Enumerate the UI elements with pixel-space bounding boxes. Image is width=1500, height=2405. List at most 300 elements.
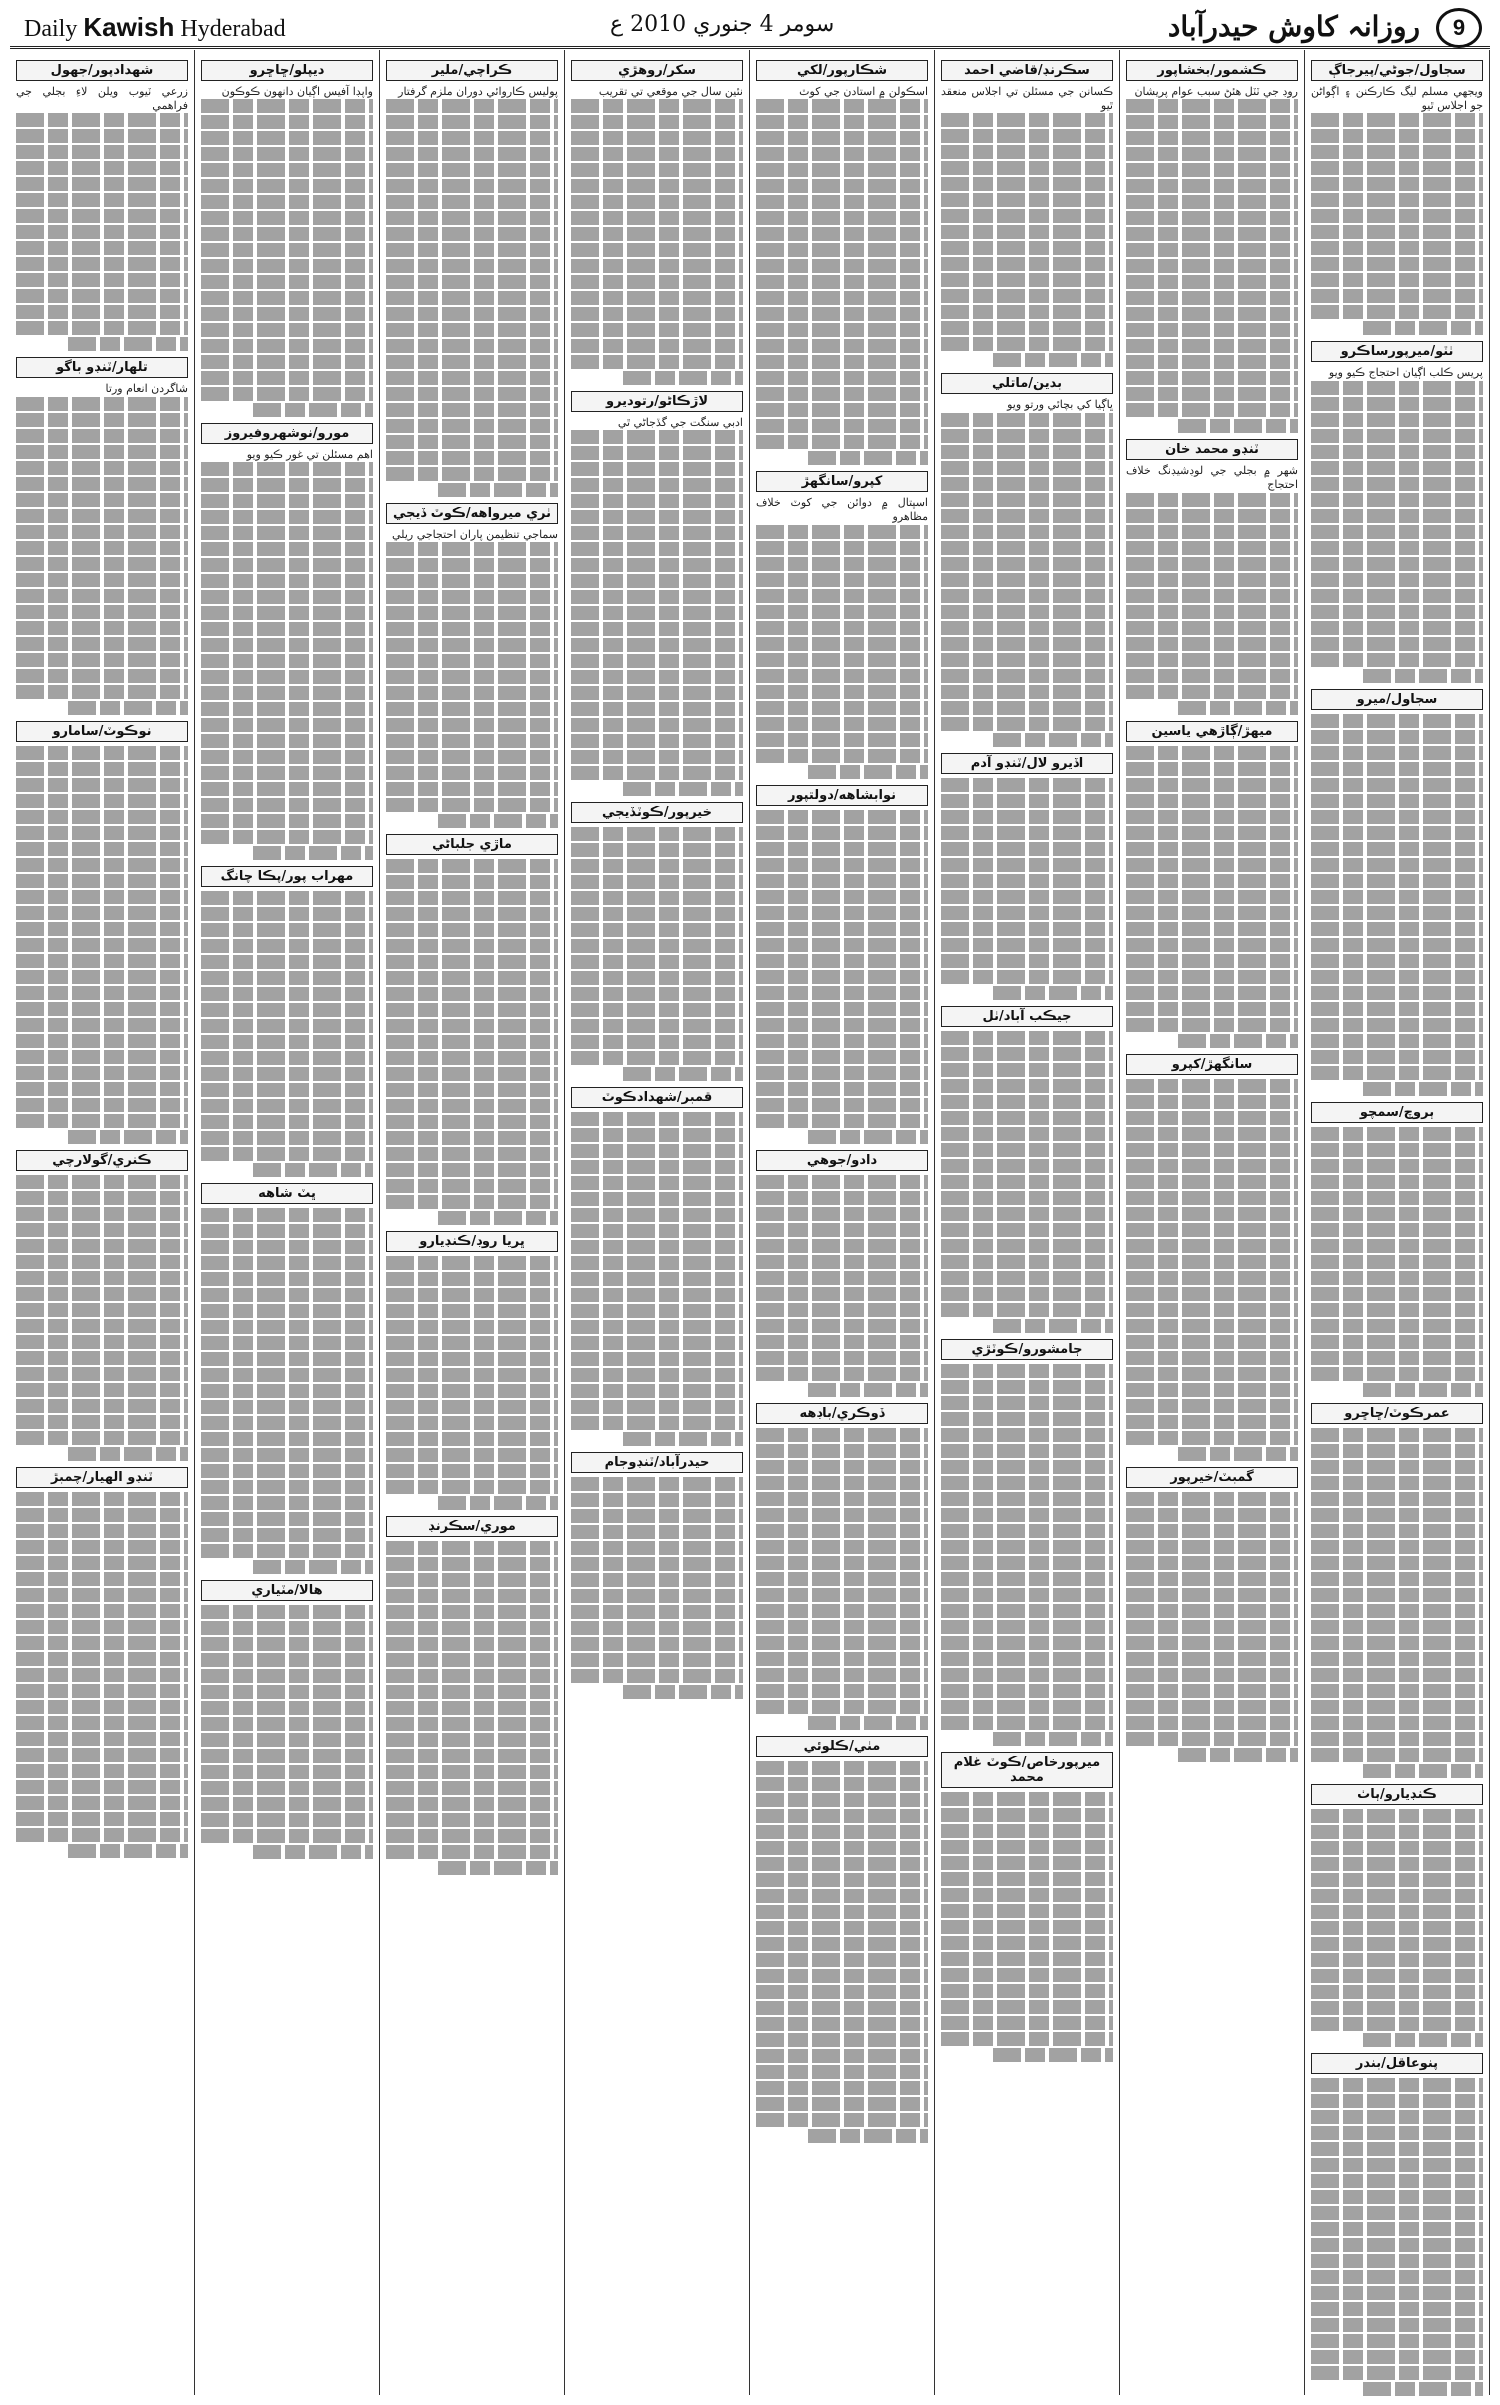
article-text-line: [1311, 477, 1483, 491]
article-text-line: [16, 1492, 188, 1506]
article-lead: نئين سال جي موقعي تي تقريب: [598, 85, 743, 98]
article-text-line: [201, 1224, 373, 1238]
article-text-line: [1311, 589, 1483, 603]
article-text-line: [756, 525, 928, 539]
article-headline: بدين/ماتلي: [941, 373, 1113, 394]
article-text-line: [756, 1002, 928, 1016]
article-text-line: [571, 115, 743, 129]
article-text-line: [1311, 129, 1483, 143]
article-text-line: [1311, 1428, 1483, 1442]
article-text-line: [386, 1701, 558, 1715]
article-text-line: [386, 99, 558, 113]
article-text-line: [201, 355, 373, 369]
article-text-line: [1311, 1034, 1483, 1048]
article-text-line: [201, 1256, 373, 1270]
article-text-line: [1126, 1351, 1298, 1365]
article-text-line: [756, 275, 928, 289]
article-text-line: [756, 1175, 928, 1189]
article-text-line: [1126, 1223, 1298, 1237]
article-text-line: [1311, 637, 1483, 651]
article-text-line: [756, 2065, 928, 2079]
article-text-line: [756, 1809, 928, 1823]
article-text-line: [1126, 1207, 1298, 1221]
article-text-line: [201, 510, 373, 524]
article-text-line: [941, 413, 1113, 427]
article-text-line: [201, 1115, 373, 1129]
article-text-line: [1311, 1668, 1483, 1682]
article-headline: گمبٽ/خيرپور: [1126, 1467, 1298, 1488]
article-text-line: [16, 1700, 188, 1714]
article-text-line: [993, 986, 1113, 1000]
article-text-line: [941, 1095, 1113, 1109]
newspaper-page: [10, 50, 1490, 2395]
article-text-line: [1311, 1716, 1483, 1730]
article-text-line: [16, 1524, 188, 1538]
article-text-line: [1126, 986, 1298, 1000]
article-text-line: [1126, 307, 1298, 321]
article-text-line: [756, 890, 928, 904]
article-text-line: [1311, 906, 1483, 920]
article-text-line: [386, 1448, 558, 1462]
article-text-line: [756, 810, 928, 824]
article-text-line: [1126, 1271, 1298, 1285]
article-text-line: [201, 670, 373, 684]
article-text-line: [1126, 954, 1298, 968]
article-text-line: [16, 429, 188, 443]
article-text-line: [756, 147, 928, 161]
article-text-line: [16, 778, 188, 792]
article-text-line: [16, 685, 188, 699]
article-text-line: [386, 1368, 558, 1382]
article-text-line: [16, 273, 188, 287]
article-text-line: [756, 1319, 928, 1333]
article-text-line: [1311, 1191, 1483, 1205]
article-text-line: [941, 1984, 1113, 1998]
article-lead: ڀاڳيا کي بچائي ورتو ويو: [1007, 398, 1113, 412]
article-text-line: [571, 827, 743, 841]
article-text-line: [756, 1223, 928, 1237]
article-text-line: [941, 161, 1113, 175]
article-text-line: [756, 1367, 928, 1381]
article-text-line: [571, 1019, 743, 1033]
article-text-line: [1126, 1002, 1298, 1016]
article-text-line: [1311, 1540, 1483, 1554]
article-text-line: [941, 1684, 1113, 1698]
article-text-line: [756, 1098, 928, 1112]
article-text-line: [16, 794, 188, 808]
article-text-line: [941, 1444, 1113, 1458]
article-text-line: [756, 986, 928, 1000]
article-text-line: [16, 289, 188, 303]
news-column: [750, 50, 935, 2395]
article-text-line: [941, 1143, 1113, 1157]
article-text-line: [201, 766, 373, 780]
article-text-line: [16, 573, 188, 587]
article-text-line: [571, 939, 743, 953]
article-text-line: [756, 1873, 928, 1887]
article-text-line: [1311, 1524, 1483, 1538]
article-text-line: [201, 163, 373, 177]
article-headline: شڪارپور/لکي: [756, 60, 928, 81]
article-text-line: [1311, 257, 1483, 271]
article-text-line: [16, 321, 188, 335]
article-text-line: [386, 971, 558, 985]
article-text-line: [941, 2016, 1113, 2030]
article-text-line: [201, 131, 373, 145]
article-text-line: [16, 1335, 188, 1349]
article-text-line: [571, 1384, 743, 1398]
article-text-line: [386, 1352, 558, 1366]
article-text-line: [1126, 810, 1298, 824]
article-text-line: [571, 718, 743, 732]
article-text-line: [1311, 1937, 1483, 1951]
article-text-line: [201, 478, 373, 492]
article-text-line: [386, 702, 558, 716]
article-headline: مهراب پور/پڪا چانگ: [201, 866, 373, 887]
article-text-line: [201, 718, 373, 732]
article-text-line: [941, 1716, 1113, 1730]
article-headline: ڪنڊيارو/ٻاٺ: [1311, 1784, 1483, 1805]
article-text-line: [571, 686, 743, 700]
article-text-line: [386, 1336, 558, 1350]
article-text-line: [201, 115, 373, 129]
article-text-line: [201, 1416, 373, 1430]
article-text-line: [571, 734, 743, 748]
masthead-city: Hyderabad: [180, 16, 286, 42]
article-text-line: [756, 701, 928, 715]
article-text-line: [571, 339, 743, 353]
article-text-line: [756, 1761, 928, 1775]
article-text-line: [201, 1605, 373, 1619]
news-column: [935, 50, 1120, 2395]
article-lead: ويجهي مسلم ليگ ڪارڪنن ۽ اڳواڻن جو اجلاس ٿيو: [1311, 85, 1483, 113]
article-text-line: [1126, 1335, 1298, 1349]
article-text-line: [941, 1588, 1113, 1602]
article-text-line: [756, 1476, 928, 1490]
article-text-line: [756, 1303, 928, 1317]
article-text-line: [16, 669, 188, 683]
article-text-line: [201, 291, 373, 305]
article-text-line: [756, 541, 928, 555]
article-text-line: [571, 875, 743, 889]
article-text-line: [16, 1034, 188, 1048]
article-text-line: [941, 1476, 1113, 1490]
article-text-line: [201, 1131, 373, 1145]
article-text-line: [1126, 1255, 1298, 1269]
article-text-line: [941, 906, 1113, 920]
article-text-line: [16, 874, 188, 888]
article-text-line: [16, 842, 188, 856]
article-text-line: [571, 259, 743, 273]
article-text-line: [1126, 227, 1298, 241]
article-text-line: [438, 483, 558, 497]
article-text-line: [571, 766, 743, 780]
article-text-line: [808, 1716, 928, 1730]
article-text-line: [386, 1621, 558, 1635]
article-text-line: [756, 1857, 928, 1871]
article-text-line: [941, 1920, 1113, 1934]
article-text-line: [941, 778, 1113, 792]
article-text-line: [1126, 1239, 1298, 1253]
article-text-line: [756, 1905, 928, 1919]
article-text-line: [1178, 701, 1298, 715]
article-text-line: [571, 1176, 743, 1190]
article-text-line: [1363, 1082, 1483, 1096]
article-text-line: [201, 387, 373, 401]
article-text-line: [16, 477, 188, 491]
article-text-line: [1126, 826, 1298, 840]
article-text-line: [756, 621, 928, 635]
article-text-line: [253, 1845, 373, 1859]
article-text-line: [756, 1969, 928, 1983]
article-text-line: [1311, 1335, 1483, 1349]
article-text-line: [1311, 1732, 1483, 1746]
article-text-line: [941, 429, 1113, 443]
news-column: [10, 50, 195, 2395]
article-text-line: [386, 574, 558, 588]
article-text-line: [16, 1239, 188, 1253]
article-text-line: [941, 874, 1113, 888]
article-text-line: [941, 113, 1113, 127]
article-text-line: [16, 1191, 188, 1205]
article-text-line: [1126, 1716, 1298, 1730]
article-text-line: [571, 1541, 743, 1555]
article-text-line: [756, 874, 928, 888]
article-text-line: [1126, 509, 1298, 523]
article-text-line: [756, 1239, 928, 1253]
article-text-line: [756, 605, 928, 619]
article-text-line: [756, 1351, 928, 1365]
article-text-line: [1311, 874, 1483, 888]
article-text-line: [16, 1732, 188, 1746]
article-text-line: [941, 1079, 1113, 1093]
article-headline: ڪراچي/ملير: [386, 60, 558, 81]
article-text-line: [941, 970, 1113, 984]
article-text-line: [993, 733, 1113, 747]
masthead-english-title: [24, 12, 286, 43]
article-text-line: [1311, 746, 1483, 760]
article-text-line: [993, 1319, 1113, 1333]
article-text-line: [571, 494, 743, 508]
article-text-line: [16, 1572, 188, 1586]
article-text-line: [1126, 1079, 1298, 1093]
article-headline: ٺري ميرواهه/ڪوٽ ڏيجي: [386, 503, 558, 524]
article-text-line: [386, 1304, 558, 1318]
article-text-line: [1126, 355, 1298, 369]
article-text-line: [1311, 1748, 1483, 1762]
article-text-line: [16, 1399, 188, 1413]
article-text-line: [756, 1034, 928, 1048]
article-text-line: [1311, 2254, 1483, 2268]
article-text-line: [1126, 195, 1298, 209]
article-text-line: [941, 2000, 1113, 2014]
article-text-line: [571, 574, 743, 588]
article-text-line: [68, 701, 188, 715]
article-text-line: [1311, 1700, 1483, 1714]
article-text-line: [1311, 826, 1483, 840]
article-text-line: [941, 1792, 1113, 1806]
article-text-line: [1126, 1018, 1298, 1032]
article-text-line: [1311, 1809, 1483, 1823]
article-text-line: [756, 1428, 928, 1442]
article-text-line: [386, 1749, 558, 1763]
article-text-line: [571, 1272, 743, 1286]
article-text-line: [1311, 2302, 1483, 2316]
article-text-line: [16, 1716, 188, 1730]
article-text-line: [16, 177, 188, 191]
article-lead: اسڪولن ۾ استادن جي کوٽ: [799, 85, 928, 98]
article-text-line: [386, 1573, 558, 1587]
article-text-line: [386, 243, 558, 257]
article-text-line: [1126, 243, 1298, 257]
article-text-line: [941, 1888, 1113, 1902]
article-text-line: [1311, 461, 1483, 475]
article-text-line: [941, 321, 1113, 335]
article-text-line: [1311, 2366, 1483, 2380]
article-text-line: [386, 115, 558, 129]
article-headline: قمبر/شهدادڪوٽ: [571, 1087, 743, 1108]
article-text-line: [941, 954, 1113, 968]
article-text-line: [941, 1652, 1113, 1666]
article-text-line: [1126, 1492, 1298, 1506]
article-text-line: [941, 289, 1113, 303]
article-text-line: [1311, 1825, 1483, 1839]
article-text-line: [16, 1098, 188, 1112]
article-text-line: [1126, 653, 1298, 667]
article-text-line: [941, 1396, 1113, 1410]
article-text-line: [201, 782, 373, 796]
article-text-line: [201, 1208, 373, 1222]
article-headline: سجاول/ميرو: [1311, 689, 1483, 710]
article-text-line: [1311, 1985, 1483, 1999]
article-text-line: [571, 227, 743, 241]
article-text-line: [1126, 605, 1298, 619]
article-text-line: [571, 275, 743, 289]
article-text-line: [16, 413, 188, 427]
article-text-line: [201, 1368, 373, 1382]
article-text-line: [1311, 1303, 1483, 1317]
article-text-line: [1126, 1399, 1298, 1413]
article-text-line: [571, 291, 743, 305]
article-text-line: [1126, 1191, 1298, 1205]
article-text-line: [201, 574, 373, 588]
article-text-line: [16, 826, 188, 840]
article-text-line: [571, 955, 743, 969]
article-headline: نوڪوٽ/سامارو: [16, 721, 188, 742]
article-text-line: [1126, 938, 1298, 952]
article-text-line: [16, 225, 188, 239]
article-text-line: [1311, 1319, 1483, 1333]
article-text-line: [1126, 1572, 1298, 1586]
article-text-line: [16, 145, 188, 159]
article-text-line: [571, 606, 743, 620]
article-text-line: [571, 446, 743, 460]
article-text-line: [16, 1668, 188, 1682]
article-text-line: [1311, 986, 1483, 1000]
article-text-line: [571, 891, 743, 905]
article-text-line: [16, 397, 188, 411]
article-text-line: [756, 1082, 928, 1096]
article-text-line: [1311, 2126, 1483, 2140]
article-text-line: [438, 1861, 558, 1875]
article-text-line: [941, 225, 1113, 239]
article-text-line: [571, 355, 743, 369]
article-text-line: [756, 163, 928, 177]
article-text-line: [941, 1380, 1113, 1394]
article-text-line: [941, 1412, 1113, 1426]
article-text-line: [1126, 922, 1298, 936]
article-text-line: [1126, 794, 1298, 808]
article-lead: واپڊا آفيس اڳيان دانهون ڪوڪون: [221, 85, 373, 98]
article-text-line: [1311, 810, 1483, 824]
article-text-line: [941, 241, 1113, 255]
article-text-line: [201, 1099, 373, 1113]
article-text-line: [1126, 99, 1298, 113]
article-text-line: [756, 1556, 928, 1570]
article-text-line: [16, 970, 188, 984]
article-text-line: [1311, 2334, 1483, 2348]
article-headline: هالا/مٽياري: [201, 1580, 373, 1601]
article-text-line: [756, 2049, 928, 2063]
article-text-line: [571, 859, 743, 873]
article-text-line: [1311, 1841, 1483, 1855]
article-text-line: [1178, 419, 1298, 433]
article-headline: لاڙڪاڻو/رتوديرو: [571, 391, 743, 412]
article-text-line: [571, 542, 743, 556]
masthead: [10, 6, 1490, 49]
article-text-line: [571, 1208, 743, 1222]
article-text-line: [1126, 163, 1298, 177]
article-text-line: [756, 1540, 928, 1554]
article-text-line: [16, 1556, 188, 1570]
article-text-line: [756, 371, 928, 385]
article-text-line: [201, 1384, 373, 1398]
article-text-line: [16, 621, 188, 635]
article-text-line: [941, 1904, 1113, 1918]
article-lead: ادبي سنگت جي گڏجاڻي ٿي: [617, 416, 743, 430]
article-text-line: [1126, 323, 1298, 337]
article-text-line: [16, 1114, 188, 1128]
article-text-line: [941, 1207, 1113, 1221]
article-text-line: [571, 1320, 743, 1334]
article-text-line: [623, 1432, 743, 1446]
article-text-line: [571, 702, 743, 716]
article-text-line: [16, 746, 188, 760]
news-column: [1304, 50, 1490, 2395]
article-text-line: [201, 955, 373, 969]
article-text-line: [1311, 1460, 1483, 1474]
article-text-line: [941, 557, 1113, 571]
article-lead: اهم مسئلن تي غور ڪيو ويو: [246, 448, 373, 462]
article-text-line: [941, 794, 1113, 808]
article-text-line: [941, 701, 1113, 715]
article-text-line: [1311, 621, 1483, 635]
article-text-line: [16, 509, 188, 523]
article-text-line: [571, 590, 743, 604]
article-text-line: [201, 1512, 373, 1526]
article-text-line: [386, 1464, 558, 1478]
article-text-line: [16, 890, 188, 904]
article-text-line: [386, 907, 558, 921]
article-headline: نوابشاهه/دولتپور: [756, 785, 928, 806]
article-text-line: [16, 161, 188, 175]
article-text-line: [386, 323, 558, 337]
article-headline: خيرپور/ڪوٽڏيجي: [571, 802, 743, 823]
article-text-line: [756, 179, 928, 193]
article-text-line: [1126, 1620, 1298, 1634]
article-text-line: [201, 558, 373, 572]
article-text-line: [571, 654, 743, 668]
